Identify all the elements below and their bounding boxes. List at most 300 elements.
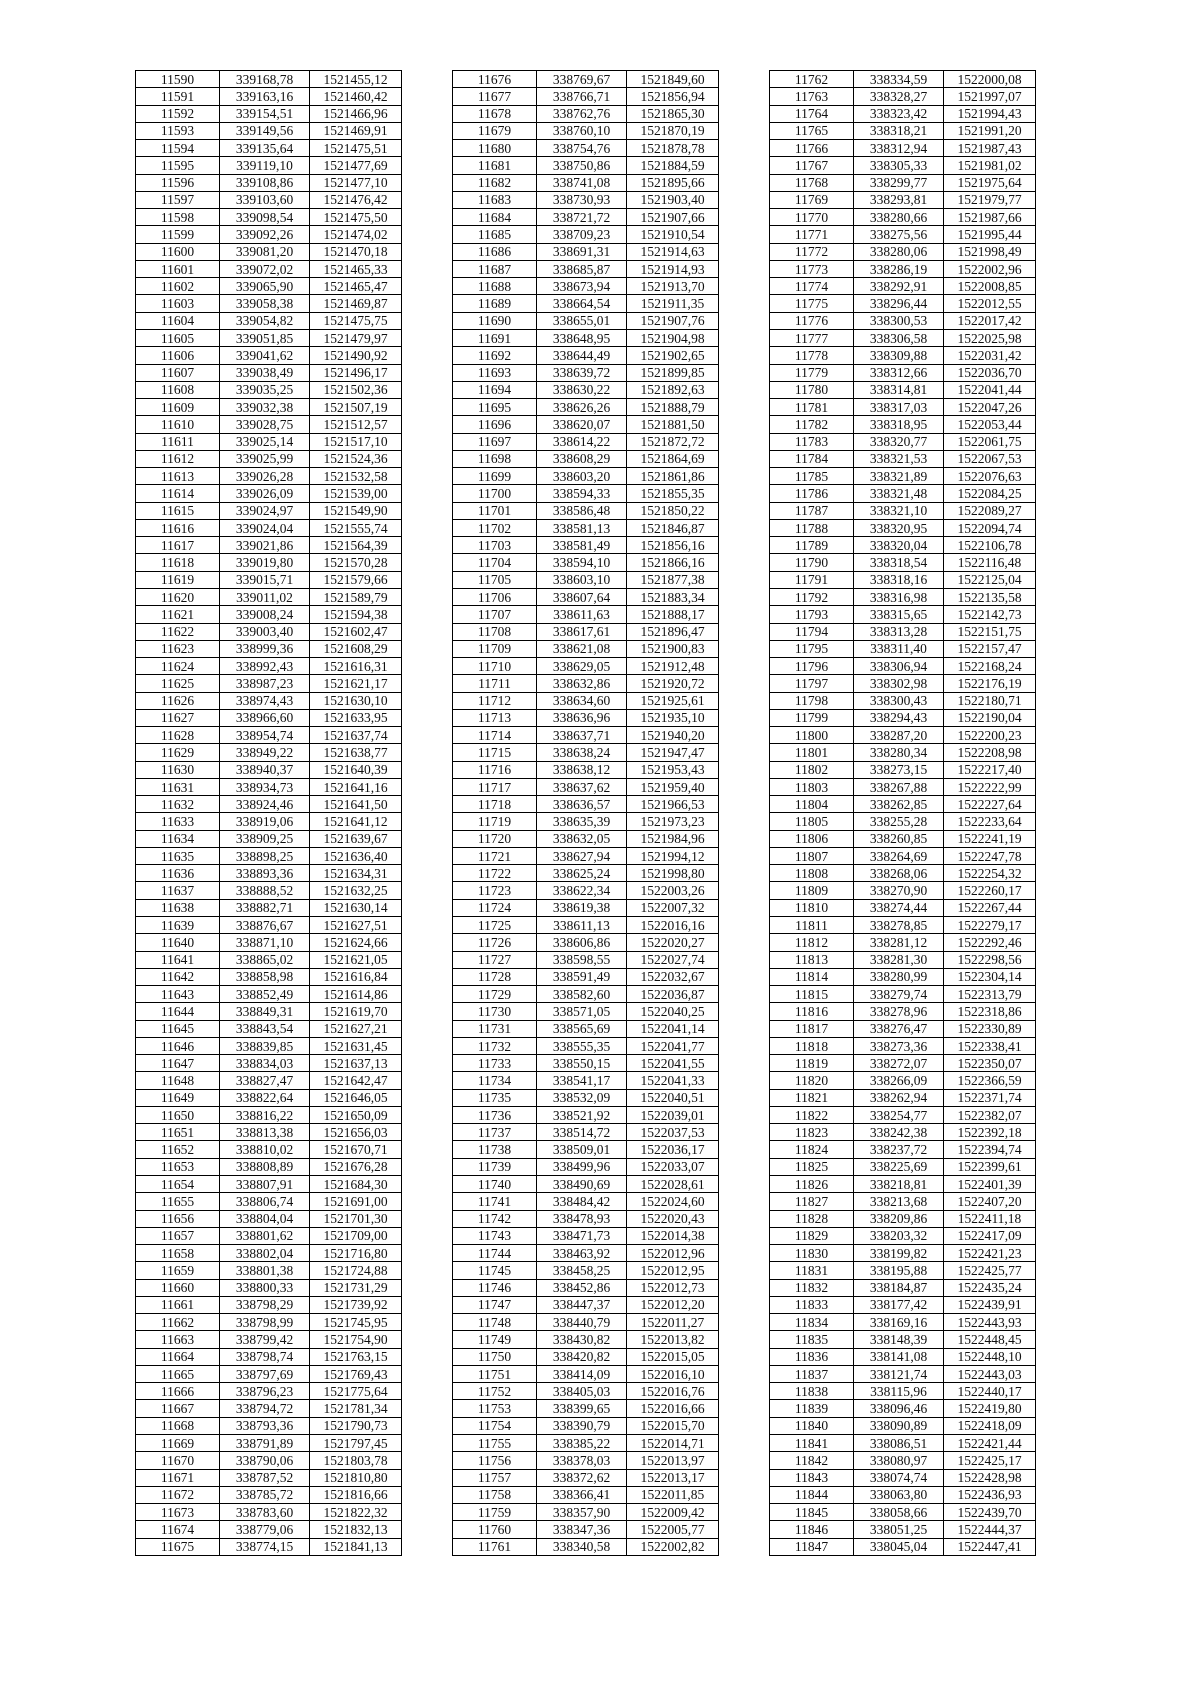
x-coordinate-cell: 339008,24 — [220, 606, 310, 623]
table-row — [453, 727, 719, 744]
y-coordinate-cell: 1522016,10 — [627, 1365, 719, 1382]
table-row — [136, 157, 402, 174]
table-row — [136, 796, 402, 813]
x-coordinate-cell: 338827,47 — [220, 1072, 310, 1089]
y-coordinate-cell: 1521846,87 — [627, 519, 719, 536]
x-coordinate-cell: 339025,99 — [220, 450, 310, 467]
table-row — [453, 1348, 719, 1365]
point-number-cell: 11785 — [770, 468, 854, 485]
point-number-cell: 11847 — [770, 1538, 854, 1555]
x-coordinate-cell: 339054,82 — [220, 312, 310, 329]
x-coordinate-cell: 338262,85 — [854, 796, 944, 813]
x-coordinate-cell: 339168,78 — [220, 71, 310, 88]
point-number-cell: 11795 — [770, 640, 854, 657]
x-coordinate-cell: 338430,82 — [537, 1331, 627, 1348]
table-row — [136, 1469, 402, 1486]
table-row — [770, 1434, 1036, 1451]
y-coordinate-cell: 1522020,43 — [627, 1210, 719, 1227]
y-coordinate-cell: 1521878,78 — [627, 140, 719, 157]
table-row — [453, 1296, 719, 1313]
x-coordinate-cell: 339058,38 — [220, 295, 310, 312]
point-number-cell: 11701 — [453, 502, 537, 519]
y-coordinate-cell: 1521775,64 — [310, 1383, 402, 1400]
table-row — [453, 1158, 719, 1175]
point-number-cell: 11685 — [453, 226, 537, 243]
x-coordinate-cell: 339015,71 — [220, 571, 310, 588]
point-number-cell: 11641 — [136, 951, 220, 968]
x-coordinate-cell: 338414,09 — [537, 1365, 627, 1382]
y-coordinate-cell: 1521502,36 — [310, 381, 402, 398]
table-row — [770, 485, 1036, 502]
point-number-cell: 11672 — [136, 1486, 220, 1503]
x-coordinate-cell: 338278,85 — [854, 917, 944, 934]
y-coordinate-cell: 1521790,73 — [310, 1417, 402, 1434]
x-coordinate-cell: 338262,94 — [854, 1089, 944, 1106]
y-coordinate-cell: 1522425,77 — [944, 1262, 1036, 1279]
x-coordinate-cell: 338619,38 — [537, 899, 627, 916]
x-coordinate-cell: 338275,56 — [854, 226, 944, 243]
point-number-cell: 11624 — [136, 658, 220, 675]
point-number-cell: 11808 — [770, 865, 854, 882]
x-coordinate-cell: 338954,74 — [220, 727, 310, 744]
table-row — [453, 1106, 719, 1123]
point-number-cell: 11761 — [453, 1538, 537, 1555]
point-number-cell: 11635 — [136, 847, 220, 864]
point-number-cell: 11792 — [770, 588, 854, 605]
y-coordinate-cell: 1522418,09 — [944, 1417, 1036, 1434]
x-coordinate-cell: 338266,09 — [854, 1072, 944, 1089]
point-number-cell: 11844 — [770, 1486, 854, 1503]
point-number-cell: 11646 — [136, 1037, 220, 1054]
x-coordinate-cell: 338294,43 — [854, 709, 944, 726]
x-coordinate-cell: 338321,53 — [854, 450, 944, 467]
x-coordinate-cell: 338184,87 — [854, 1279, 944, 1296]
point-number-cell: 11629 — [136, 744, 220, 761]
table-row — [136, 623, 402, 640]
point-number-cell: 11649 — [136, 1089, 220, 1106]
x-coordinate-cell: 338793,36 — [220, 1417, 310, 1434]
y-coordinate-cell: 1521947,47 — [627, 744, 719, 761]
y-coordinate-cell: 1522392,18 — [944, 1124, 1036, 1141]
table-row — [453, 399, 719, 416]
point-number-cell: 11625 — [136, 675, 220, 692]
x-coordinate-cell: 338754,76 — [537, 140, 627, 157]
x-coordinate-cell: 338794,72 — [220, 1400, 310, 1417]
table-row — [453, 364, 719, 381]
y-coordinate-cell: 1521810,80 — [310, 1469, 402, 1486]
table-row — [136, 1158, 402, 1175]
point-number-cell: 11620 — [136, 588, 220, 605]
table-row — [136, 1072, 402, 1089]
y-coordinate-cell: 1522233,64 — [944, 813, 1036, 830]
table-row — [453, 778, 719, 795]
y-coordinate-cell: 1521822,32 — [310, 1504, 402, 1521]
x-coordinate-cell: 338603,10 — [537, 571, 627, 588]
point-number-cell: 11673 — [136, 1504, 220, 1521]
point-number-cell: 11702 — [453, 519, 537, 536]
x-coordinate-cell: 338478,93 — [537, 1210, 627, 1227]
y-coordinate-cell: 1521634,31 — [310, 865, 402, 882]
table-row — [453, 226, 719, 243]
x-coordinate-cell: 338565,69 — [537, 1020, 627, 1037]
point-number-cell: 11682 — [453, 174, 537, 191]
table-row — [453, 416, 719, 433]
table-row — [770, 416, 1036, 433]
table-row — [136, 1193, 402, 1210]
point-number-cell: 11592 — [136, 105, 220, 122]
point-number-cell: 11829 — [770, 1227, 854, 1244]
x-coordinate-cell: 339103,60 — [220, 191, 310, 208]
table-row — [453, 1124, 719, 1141]
table-row — [770, 1262, 1036, 1279]
y-coordinate-cell: 1522000,08 — [944, 71, 1036, 88]
y-coordinate-cell: 1521991,20 — [944, 122, 1036, 139]
y-coordinate-cell: 1522076,63 — [944, 468, 1036, 485]
point-number-cell: 11651 — [136, 1124, 220, 1141]
point-number-cell: 11793 — [770, 606, 854, 623]
y-coordinate-cell: 1522013,97 — [627, 1452, 719, 1469]
point-number-cell: 11697 — [453, 433, 537, 450]
table-row — [136, 519, 402, 536]
y-coordinate-cell: 1522330,89 — [944, 1020, 1036, 1037]
table-row — [770, 381, 1036, 398]
y-coordinate-cell: 1521490,92 — [310, 347, 402, 364]
y-coordinate-cell: 1521627,51 — [310, 917, 402, 934]
x-coordinate-cell: 339024,97 — [220, 502, 310, 519]
x-coordinate-cell: 338385,22 — [537, 1434, 627, 1451]
table-row — [136, 675, 402, 692]
table-row — [770, 1106, 1036, 1123]
point-number-cell: 11700 — [453, 485, 537, 502]
table-row — [770, 1003, 1036, 1020]
x-coordinate-cell: 338440,79 — [537, 1314, 627, 1331]
x-coordinate-cell: 339032,38 — [220, 399, 310, 416]
table-row — [770, 692, 1036, 709]
table-row — [453, 1314, 719, 1331]
point-number-cell: 11653 — [136, 1158, 220, 1175]
x-coordinate-cell: 338598,55 — [537, 951, 627, 968]
point-number-cell: 11681 — [453, 157, 537, 174]
table-row — [453, 554, 719, 571]
table-row — [770, 1176, 1036, 1193]
x-coordinate-cell: 338279,74 — [854, 986, 944, 1003]
point-number-cell: 11745 — [453, 1262, 537, 1279]
table-row — [770, 399, 1036, 416]
point-number-cell: 11595 — [136, 157, 220, 174]
x-coordinate-cell: 338318,16 — [854, 571, 944, 588]
table-row — [453, 1262, 719, 1279]
table-row — [770, 174, 1036, 191]
y-coordinate-cell: 1521465,47 — [310, 278, 402, 295]
table-row — [770, 588, 1036, 605]
x-coordinate-cell: 338080,97 — [854, 1452, 944, 1469]
y-coordinate-cell: 1521984,96 — [627, 830, 719, 847]
y-coordinate-cell: 1521589,79 — [310, 588, 402, 605]
point-number-cell: 11691 — [453, 329, 537, 346]
x-coordinate-cell: 338306,94 — [854, 658, 944, 675]
point-number-cell: 11735 — [453, 1089, 537, 1106]
point-number-cell: 11687 — [453, 260, 537, 277]
point-number-cell: 11684 — [453, 209, 537, 226]
point-number-cell: 11664 — [136, 1348, 220, 1365]
table-row — [453, 968, 719, 985]
x-coordinate-cell: 339026,28 — [220, 468, 310, 485]
table-row — [136, 882, 402, 899]
x-coordinate-cell: 338273,15 — [854, 761, 944, 778]
x-coordinate-cell: 338638,24 — [537, 744, 627, 761]
table-row — [453, 744, 719, 761]
table-row — [136, 71, 402, 88]
table-row — [136, 1037, 402, 1054]
x-coordinate-cell: 338399,65 — [537, 1400, 627, 1417]
point-number-cell: 11643 — [136, 986, 220, 1003]
y-coordinate-cell: 1521884,59 — [627, 157, 719, 174]
y-coordinate-cell: 1521913,70 — [627, 278, 719, 295]
y-coordinate-cell: 1522142,73 — [944, 606, 1036, 623]
y-coordinate-cell: 1521684,30 — [310, 1176, 402, 1193]
point-number-cell: 11789 — [770, 537, 854, 554]
y-coordinate-cell: 1521637,13 — [310, 1055, 402, 1072]
point-number-cell: 11645 — [136, 1020, 220, 1037]
table-row — [453, 468, 719, 485]
table-row — [453, 1279, 719, 1296]
point-number-cell: 11699 — [453, 468, 537, 485]
y-coordinate-cell: 1522304,14 — [944, 968, 1036, 985]
y-coordinate-cell: 1521940,20 — [627, 727, 719, 744]
x-coordinate-cell: 338839,85 — [220, 1037, 310, 1054]
x-coordinate-cell: 338280,34 — [854, 744, 944, 761]
table-row — [453, 1193, 719, 1210]
x-coordinate-cell: 338272,07 — [854, 1055, 944, 1072]
table-row — [453, 813, 719, 830]
y-coordinate-cell: 1521656,03 — [310, 1124, 402, 1141]
table-row — [453, 243, 719, 260]
y-coordinate-cell: 1521709,00 — [310, 1227, 402, 1244]
point-number-cell: 11832 — [770, 1279, 854, 1296]
table-row — [136, 899, 402, 916]
y-coordinate-cell: 1522401,39 — [944, 1176, 1036, 1193]
point-number-cell: 11807 — [770, 847, 854, 864]
point-number-cell: 11630 — [136, 761, 220, 778]
y-coordinate-cell: 1522168,24 — [944, 658, 1036, 675]
y-coordinate-cell: 1521902,65 — [627, 347, 719, 364]
table-row — [136, 1245, 402, 1262]
point-number-cell: 11642 — [136, 968, 220, 985]
point-number-cell: 11657 — [136, 1227, 220, 1244]
table-row — [770, 71, 1036, 88]
point-number-cell: 11770 — [770, 209, 854, 226]
y-coordinate-cell: 1521914,93 — [627, 260, 719, 277]
table-row — [770, 744, 1036, 761]
table-row — [136, 1089, 402, 1106]
x-coordinate-cell: 338822,64 — [220, 1089, 310, 1106]
table-row — [453, 1538, 719, 1555]
table-row — [770, 709, 1036, 726]
x-coordinate-cell: 338571,05 — [537, 1003, 627, 1020]
table-row — [136, 1331, 402, 1348]
point-number-cell: 11741 — [453, 1193, 537, 1210]
y-coordinate-cell: 1522371,74 — [944, 1089, 1036, 1106]
y-coordinate-cell: 1521646,05 — [310, 1089, 402, 1106]
x-coordinate-cell: 339026,09 — [220, 485, 310, 502]
point-number-cell: 11654 — [136, 1176, 220, 1193]
point-number-cell: 11819 — [770, 1055, 854, 1072]
y-coordinate-cell: 1521998,80 — [627, 865, 719, 882]
point-number-cell: 11778 — [770, 347, 854, 364]
table-row — [770, 917, 1036, 934]
table-row — [136, 1314, 402, 1331]
table-row — [770, 1193, 1036, 1210]
y-coordinate-cell: 1521460,42 — [310, 88, 402, 105]
table-row — [453, 1037, 719, 1054]
point-number-cell: 11717 — [453, 778, 537, 795]
x-coordinate-cell: 338639,72 — [537, 364, 627, 381]
y-coordinate-cell: 1521466,96 — [310, 105, 402, 122]
x-coordinate-cell: 338555,35 — [537, 1037, 627, 1054]
point-number-cell: 11759 — [453, 1504, 537, 1521]
x-coordinate-cell: 338865,02 — [220, 951, 310, 968]
point-number-cell: 11604 — [136, 312, 220, 329]
x-coordinate-cell: 338636,57 — [537, 796, 627, 813]
table-row — [136, 847, 402, 864]
point-number-cell: 11840 — [770, 1417, 854, 1434]
y-coordinate-cell: 1521987,66 — [944, 209, 1036, 226]
y-coordinate-cell: 1521555,74 — [310, 519, 402, 536]
point-number-cell: 11797 — [770, 675, 854, 692]
y-coordinate-cell: 1521997,07 — [944, 88, 1036, 105]
y-coordinate-cell: 1522003,26 — [627, 882, 719, 899]
point-number-cell: 11733 — [453, 1055, 537, 1072]
point-number-cell: 11758 — [453, 1486, 537, 1503]
table-row — [453, 761, 719, 778]
x-coordinate-cell: 338750,86 — [537, 157, 627, 174]
x-coordinate-cell: 338051,25 — [854, 1521, 944, 1538]
table-row — [453, 88, 719, 105]
table-row — [136, 140, 402, 157]
y-coordinate-cell: 1522125,04 — [944, 571, 1036, 588]
table-row — [770, 468, 1036, 485]
y-coordinate-cell: 1521469,91 — [310, 122, 402, 139]
point-number-cell: 11766 — [770, 140, 854, 157]
x-coordinate-cell: 338655,01 — [537, 312, 627, 329]
y-coordinate-cell: 1521638,77 — [310, 744, 402, 761]
x-coordinate-cell: 339149,56 — [220, 122, 310, 139]
point-number-cell: 11764 — [770, 105, 854, 122]
y-coordinate-cell: 1522016,16 — [627, 917, 719, 934]
point-number-cell: 11802 — [770, 761, 854, 778]
y-coordinate-cell: 1521763,15 — [310, 1348, 402, 1365]
point-number-cell: 11705 — [453, 571, 537, 588]
point-number-cell: 11690 — [453, 312, 537, 329]
y-coordinate-cell: 1522027,74 — [627, 951, 719, 968]
coordinates-table-3 — [769, 70, 1036, 1556]
point-number-cell: 11718 — [453, 796, 537, 813]
y-coordinate-cell: 1522016,66 — [627, 1400, 719, 1417]
point-number-cell: 11787 — [770, 502, 854, 519]
x-coordinate-cell: 339019,80 — [220, 554, 310, 571]
x-coordinate-cell: 339028,75 — [220, 416, 310, 433]
point-number-cell: 11821 — [770, 1089, 854, 1106]
table-row — [770, 813, 1036, 830]
x-coordinate-cell: 338293,81 — [854, 191, 944, 208]
x-coordinate-cell: 338635,39 — [537, 813, 627, 830]
y-coordinate-cell: 1521907,76 — [627, 312, 719, 329]
point-number-cell: 11686 — [453, 243, 537, 260]
x-coordinate-cell: 338632,86 — [537, 675, 627, 692]
table-row — [770, 1227, 1036, 1244]
table-row — [453, 571, 719, 588]
y-coordinate-cell: 1522020,27 — [627, 934, 719, 951]
x-coordinate-cell: 339092,26 — [220, 226, 310, 243]
point-number-cell: 11798 — [770, 692, 854, 709]
y-coordinate-cell: 1521883,34 — [627, 588, 719, 605]
y-coordinate-cell: 1522106,78 — [944, 537, 1036, 554]
point-number-cell: 11744 — [453, 1245, 537, 1262]
y-coordinate-cell: 1521832,13 — [310, 1521, 402, 1538]
x-coordinate-cell: 338799,42 — [220, 1331, 310, 1348]
y-coordinate-cell: 1521632,25 — [310, 882, 402, 899]
point-number-cell: 11715 — [453, 744, 537, 761]
table-row — [453, 986, 719, 1003]
point-number-cell: 11704 — [453, 554, 537, 571]
y-coordinate-cell: 1521920,72 — [627, 675, 719, 692]
y-coordinate-cell: 1522241,19 — [944, 830, 1036, 847]
x-coordinate-cell: 338816,22 — [220, 1106, 310, 1123]
point-number-cell: 11737 — [453, 1124, 537, 1141]
point-number-cell: 11782 — [770, 416, 854, 433]
y-coordinate-cell: 1522014,71 — [627, 1434, 719, 1451]
x-coordinate-cell: 338452,86 — [537, 1279, 627, 1296]
x-coordinate-cell: 338323,42 — [854, 105, 944, 122]
point-number-cell: 11831 — [770, 1262, 854, 1279]
x-coordinate-cell: 338785,72 — [220, 1486, 310, 1503]
y-coordinate-cell: 1521745,95 — [310, 1314, 402, 1331]
y-coordinate-cell: 1521959,40 — [627, 778, 719, 795]
point-number-cell: 11823 — [770, 1124, 854, 1141]
x-coordinate-cell: 338924,46 — [220, 796, 310, 813]
x-coordinate-cell: 338629,05 — [537, 658, 627, 675]
y-coordinate-cell: 1521479,97 — [310, 329, 402, 346]
x-coordinate-cell: 338882,71 — [220, 899, 310, 916]
y-coordinate-cell: 1522267,44 — [944, 899, 1036, 916]
x-coordinate-cell: 338898,25 — [220, 847, 310, 864]
x-coordinate-cell: 338611,63 — [537, 606, 627, 623]
x-coordinate-cell: 338063,80 — [854, 1486, 944, 1503]
y-coordinate-cell: 1522017,42 — [944, 312, 1036, 329]
point-number-cell: 11590 — [136, 71, 220, 88]
table-row — [453, 951, 719, 968]
x-coordinate-cell: 338264,69 — [854, 847, 944, 864]
table-row — [453, 105, 719, 122]
x-coordinate-cell: 338810,02 — [220, 1141, 310, 1158]
point-number-cell: 11612 — [136, 450, 220, 467]
x-coordinate-cell: 338311,40 — [854, 640, 944, 657]
point-number-cell: 11748 — [453, 1314, 537, 1331]
table-row — [770, 450, 1036, 467]
x-coordinate-cell: 338177,42 — [854, 1296, 944, 1313]
x-coordinate-cell: 338458,25 — [537, 1262, 627, 1279]
x-coordinate-cell: 339154,51 — [220, 105, 310, 122]
x-coordinate-cell: 338779,06 — [220, 1521, 310, 1538]
y-coordinate-cell: 1521925,61 — [627, 692, 719, 709]
x-coordinate-cell: 338607,64 — [537, 588, 627, 605]
table-row — [136, 416, 402, 433]
table-row — [770, 312, 1036, 329]
table-row — [136, 1227, 402, 1244]
y-coordinate-cell: 1522036,17 — [627, 1141, 719, 1158]
x-coordinate-cell: 338888,52 — [220, 882, 310, 899]
x-coordinate-cell: 338603,20 — [537, 468, 627, 485]
